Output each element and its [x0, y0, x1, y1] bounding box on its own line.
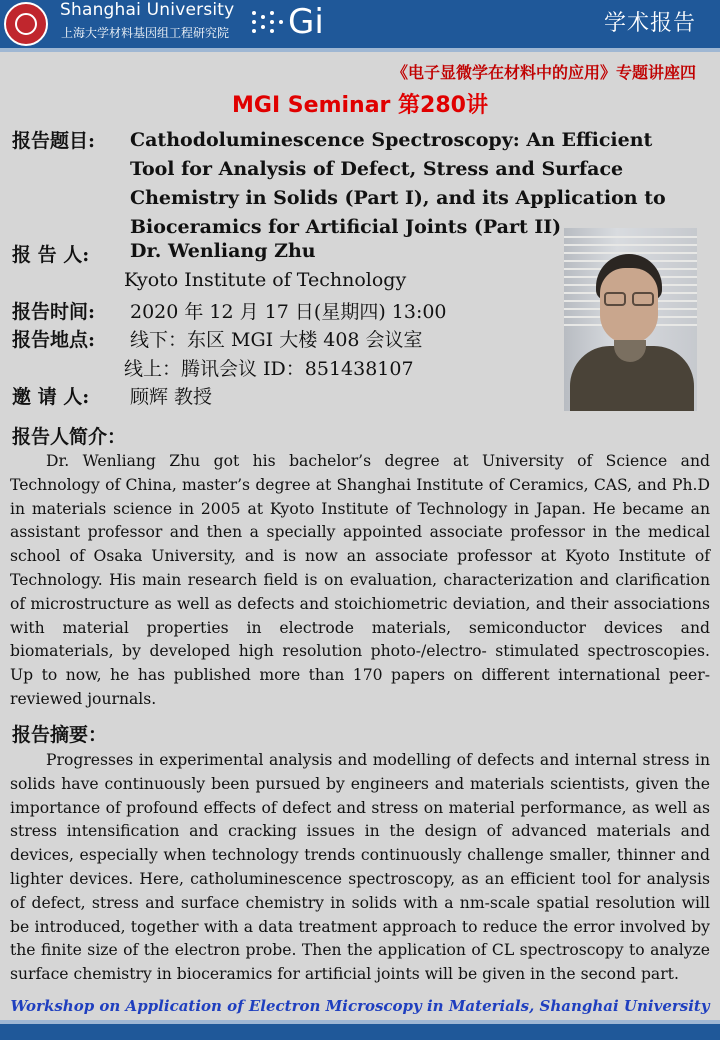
talk-time: 2020 年 12 月 17 日(星期四) 13:00: [130, 301, 447, 323]
host-label: 邀 请 人:: [12, 386, 90, 408]
mgi-logo-text: Gi: [288, 2, 324, 42]
mgi-dots-icon: [250, 5, 286, 39]
speaker-affiliation: Kyoto Institute of Technology: [124, 269, 407, 291]
host-name: 顾辉 教授: [130, 386, 213, 408]
university-seal-logo: [4, 2, 48, 46]
speaker-photo: [564, 228, 697, 411]
topic-label: 报告题目:: [12, 130, 96, 152]
footer-workshop: Workshop on Application of Electron Microscopy in Materials, Shanghai University: [10, 997, 710, 1015]
speaker-name: Dr. Wenliang Zhu: [130, 240, 316, 262]
header-divider: [0, 48, 720, 52]
seminar-title: MGI Seminar 第280讲: [232, 93, 488, 118]
talk-abstract: Progresses in experimental analysis and modelling of defects and internal stress in solids have continuously been pursued by engineers and materials scientists, given the importance of profound effects of defect and stress on material performance, as well as stress intensification and cracking issues in the design of advanced materials and devices, especially when technology trends continuously challenge smaller, thinner and lighter devices. Here, catholuminescence spectroscopy, as an efficient tool for analysis of defect, stress and surface chemistry in solids with a nm-scale spatial resolution will be introduced, together with a data treatment approach to reduce the error involved by the finite size of the electron probe. Then the application of CL spectroscopy to analyze surface chemistry in bioceramics for artificial joints will be given in the second part.: [10, 751, 710, 984]
venue-offline: 线下：东区 MGI 大楼 408 会议室: [130, 329, 423, 351]
header-bar: [0, 0, 720, 48]
speaker-bio: Dr. Wenliang Zhu got his bachelor’s degree at University of Science and Technology of China, master’s degree at Shanghai Institute of Ceramics, CAS, and Ph.D in materials science in 2005 at Kyoto Institute of Technology in Japan. He became an assistant professor and then a specially appointed associate professor in the medical school of Osaka University, and is now an associate professor at Kyoto Institute of Technology. His main research field is on evaluation, characterization and clarification of microstructure as well as defects and stoichiometric deviation, and their associations with material properties in electrode materials, semiconductor devices and biomaterials, by developed high resolution photo-/electro- stimulated spectroscopies. Up to now, he has published more than 170 papers on different international peer-reviewed journals.: [10, 452, 710, 708]
venue-label: 报告地点:: [12, 329, 96, 351]
university-name-en: Shanghai University: [60, 0, 235, 20]
talk-title: Cathodoluminescence Spectroscopy: An Efficient Tool for Analysis of Defect, Stress and Surface Chemistry in Solids (Part I), and its Application to Bioceramics for Artificial Joints (Part II): [130, 129, 666, 238]
speaker-label: 报 告 人:: [12, 244, 90, 266]
time-label: 报告时间:: [12, 301, 96, 323]
series-title: 《电子显微学在材料中的应用》专题讲座四: [391, 63, 696, 82]
bio-heading: 报告人简介：: [12, 426, 127, 448]
venue-online: 线上：腾讯会议 ID：851438107: [124, 358, 414, 380]
footer-bar: [0, 1024, 720, 1040]
abstract-heading: 报告摘要：: [12, 724, 108, 746]
university-name-cn: 上海大学材料基因组工程研究院: [61, 26, 230, 40]
header-title: 学术报告: [603, 11, 696, 36]
mgi-logo: [250, 2, 324, 42]
